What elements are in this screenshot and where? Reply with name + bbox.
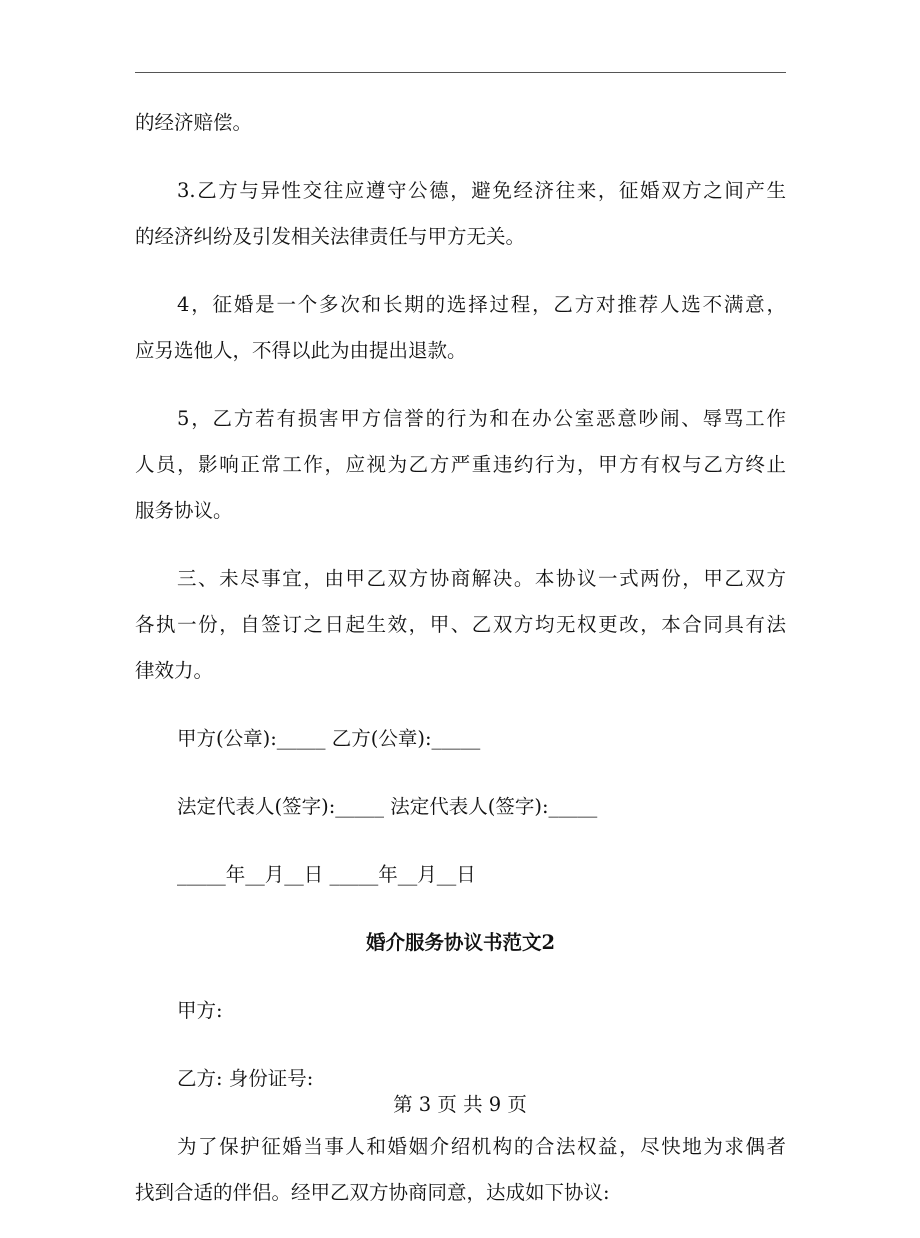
text-line: 应另选他人，不得以此为由提出退款。	[135, 339, 467, 362]
document-body	[135, 100, 786, 1238]
text-line: 的经济赔偿。	[135, 111, 253, 134]
text-line: 4，征婚是一个多次和长期的选择过程，乙方对推荐人选不满意，	[177, 293, 786, 316]
text-line: 的经济纠纷及引发相关法律责任与甲方无关。	[135, 225, 526, 248]
paragraph-clause-3	[135, 168, 786, 260]
text-line: 乙方: 身份证号:	[177, 1067, 314, 1090]
paragraph-continuation	[135, 100, 786, 146]
text-line: 甲方:	[177, 999, 223, 1022]
text-line: 找到合适的伴侣。经甲乙双方协商同意，达成如下协议:	[135, 1181, 610, 1204]
page-footer	[0, 1085, 920, 1125]
text-line: 各执一份，自签订之日起生效，甲、乙双方均无权更改，本合同具有法	[135, 613, 786, 636]
text-line: 甲方(公章):_____ 乙方(公章):_____	[177, 727, 481, 750]
text-line: 3.乙方与异性交往应遵守公德，避免经济往来，征婚双方之间产生	[177, 179, 786, 202]
text-line: 三、未尽事宜，由甲乙双方协商解决。本协议一式两份，甲乙双方	[177, 567, 786, 590]
page-number: 第 3 页 共 9 页	[393, 1093, 527, 1116]
section-title: 婚介服务协议书范文2	[365, 931, 556, 954]
signature-representative-line	[135, 784, 786, 830]
text-line: 律效力。	[135, 659, 214, 682]
text-line: 5，乙方若有损害甲方信誉的行为和在办公室恶意吵闹、辱骂工作	[177, 407, 786, 430]
text-line: 法定代表人(签字):_____ 法定代表人(签字):_____	[177, 795, 598, 818]
header-divider	[135, 72, 786, 73]
signature-seal-line	[135, 716, 786, 762]
paragraph-section-three	[135, 556, 786, 694]
text-line: _____年__月__日 _____年__月__日	[177, 863, 476, 886]
paragraph-preamble	[135, 1124, 786, 1216]
party-a-line	[135, 988, 786, 1034]
paragraph-clause-5	[135, 396, 786, 534]
text-line: 人员，影响正常工作，应视为乙方严重违约行为，甲方有权与乙方终止	[135, 453, 786, 476]
signature-date-line	[135, 852, 786, 898]
text-line: 服务协议。	[135, 499, 233, 522]
text-line: 为了保护征婚当事人和婚姻介绍机构的合法权益，尽快地为求偶者	[177, 1135, 786, 1158]
paragraph-clause-4	[135, 282, 786, 374]
